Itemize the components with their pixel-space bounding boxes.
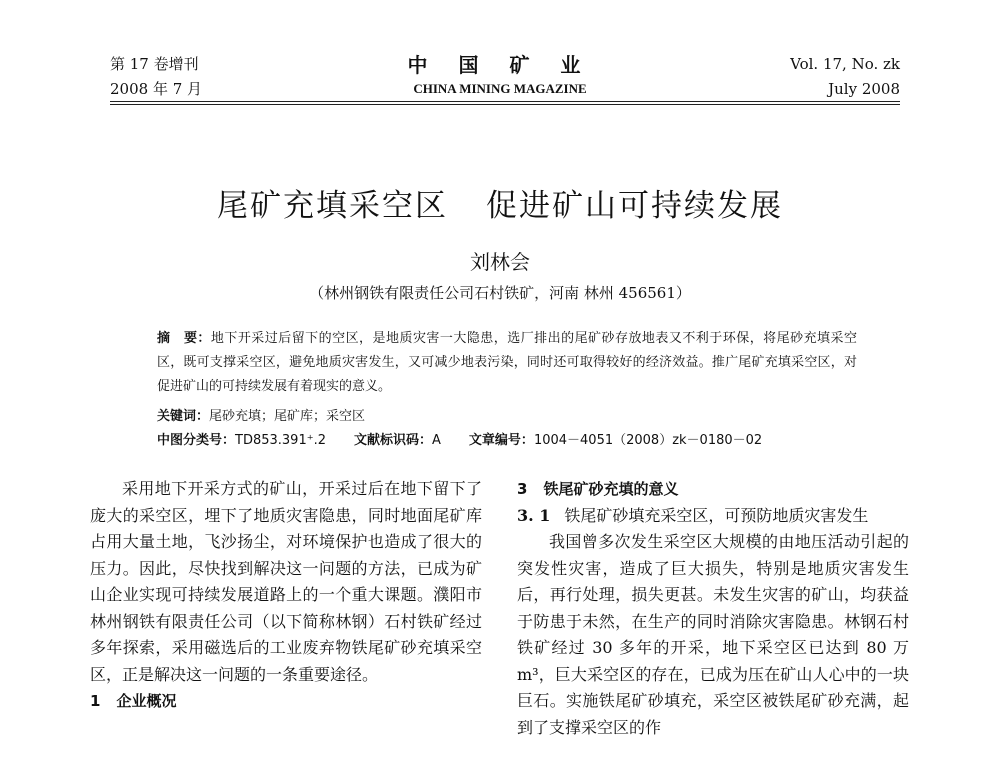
- abstract: [157, 327, 857, 399]
- journal-name-cn: 中 国 矿 业: [407, 53, 593, 77]
- abstract-label: 摘 要：: [157, 331, 211, 346]
- journal-name-en: CHINA MINING MAGAZINE: [413, 81, 587, 96]
- subsection-3-1-title: 铁尾矿砂填充采空区，可预防地质灾害发生: [564, 505, 869, 525]
- classification-line: [157, 429, 877, 453]
- title-part-2: 促进矿山可持续发展: [486, 188, 783, 224]
- section-heading-3: [517, 476, 909, 503]
- class-number-label: 中图分类号：: [157, 433, 236, 448]
- author-affiliation: （林州钢铁有限责任公司石村铁矿，河南 林州 456561）: [309, 284, 691, 302]
- class-number-value: TD853.391⁺.2: [235, 433, 326, 448]
- article-number-label: 文章编号：: [468, 433, 534, 448]
- intro-paragraph: 采用地下开采方式的矿山，开采过后在地下留下了庞大的采空区，埋下了地质灾害隐患，同时地面尾矿库占用大量土地，飞沙扬尘，对环境保护也造成了很大的压力。因此，尽快找到解决这一问题的方法，已成为矿山企业实现可持续发展道路上的一个重大课题。濮阳市林州钢铁有限责任公司（以下简称林钢）石村铁矿经过多年探索，采用磁选后的工业废弃物铁尾矿砂充填采空区，正是解决这一问题的一条重要途径。: [90, 479, 482, 684]
- volume-label-en: Vol. 17, No. zk: [790, 55, 900, 73]
- issue-date-en: July 2008: [828, 80, 900, 98]
- abstract-text: 地下开采过后留下的空区，是地质灾害一大隐患，选厂排出的尾矿砂存放地表又不利于环保，将尾砂充填采空区，既可支撑采空区，避免地质灾害发生，又可减少地表污染，同时还可取得较好的经济效益。推广尾矿充填采空区，对促进矿山的可持续发展有着现实的意义。: [157, 331, 857, 394]
- keywords-text: 尾砂充填；尾矿库；采空区: [209, 409, 366, 424]
- keywords-label: 关键词：: [157, 409, 210, 424]
- article-number-value: 1004－4051（2008）zk－0180－02: [533, 433, 763, 448]
- doc-code-label: 文献标识码：: [354, 433, 433, 448]
- body-column-right: [517, 476, 909, 741]
- subsection-3-1-number: 3. 1: [517, 505, 551, 525]
- running-header-right: [790, 52, 900, 102]
- header-rule-top: [110, 101, 900, 102]
- section-1-number: 1: [90, 692, 101, 710]
- article-title: [0, 180, 1000, 225]
- author-name: 刘林会: [470, 250, 530, 274]
- section-heading-1: [90, 688, 482, 715]
- section-3-number: 3: [517, 480, 528, 498]
- volume-label: 第 17 卷增刊: [110, 55, 199, 73]
- issue-date-cn: 2008 年 7 月: [110, 80, 203, 98]
- header-rule-bottom: [110, 104, 900, 105]
- section-3-title: 铁尾矿砂充填的意义: [543, 480, 679, 498]
- section-1-title: 企业概况: [116, 692, 177, 710]
- title-part-1: 尾矿充填采空区: [217, 188, 448, 224]
- keywords: [157, 405, 365, 429]
- subsection-heading-3-1: [517, 503, 909, 530]
- doc-code-value: A: [432, 433, 441, 448]
- body-column-left: [90, 476, 482, 715]
- section-3-paragraph: 我国曾多次发生采空区大规模的由地压活动引起的突发性灾害，造成了巨大损失，特别是地质灾害发生后，再行处理，损失更甚。未发生灾害的矿山，均获益于防患于未然，在生产的同时消除灾害隐患。林钢石村铁矿经过 30 多年的开采，地下采空区已达到 80 万 m³，巨大采空区的存在，已成为压在矿山人心中的一块巨石。实施铁尾矿砂填充，采空区被铁尾矿砂充满，起到了支撑采空区的作: [517, 532, 909, 737]
